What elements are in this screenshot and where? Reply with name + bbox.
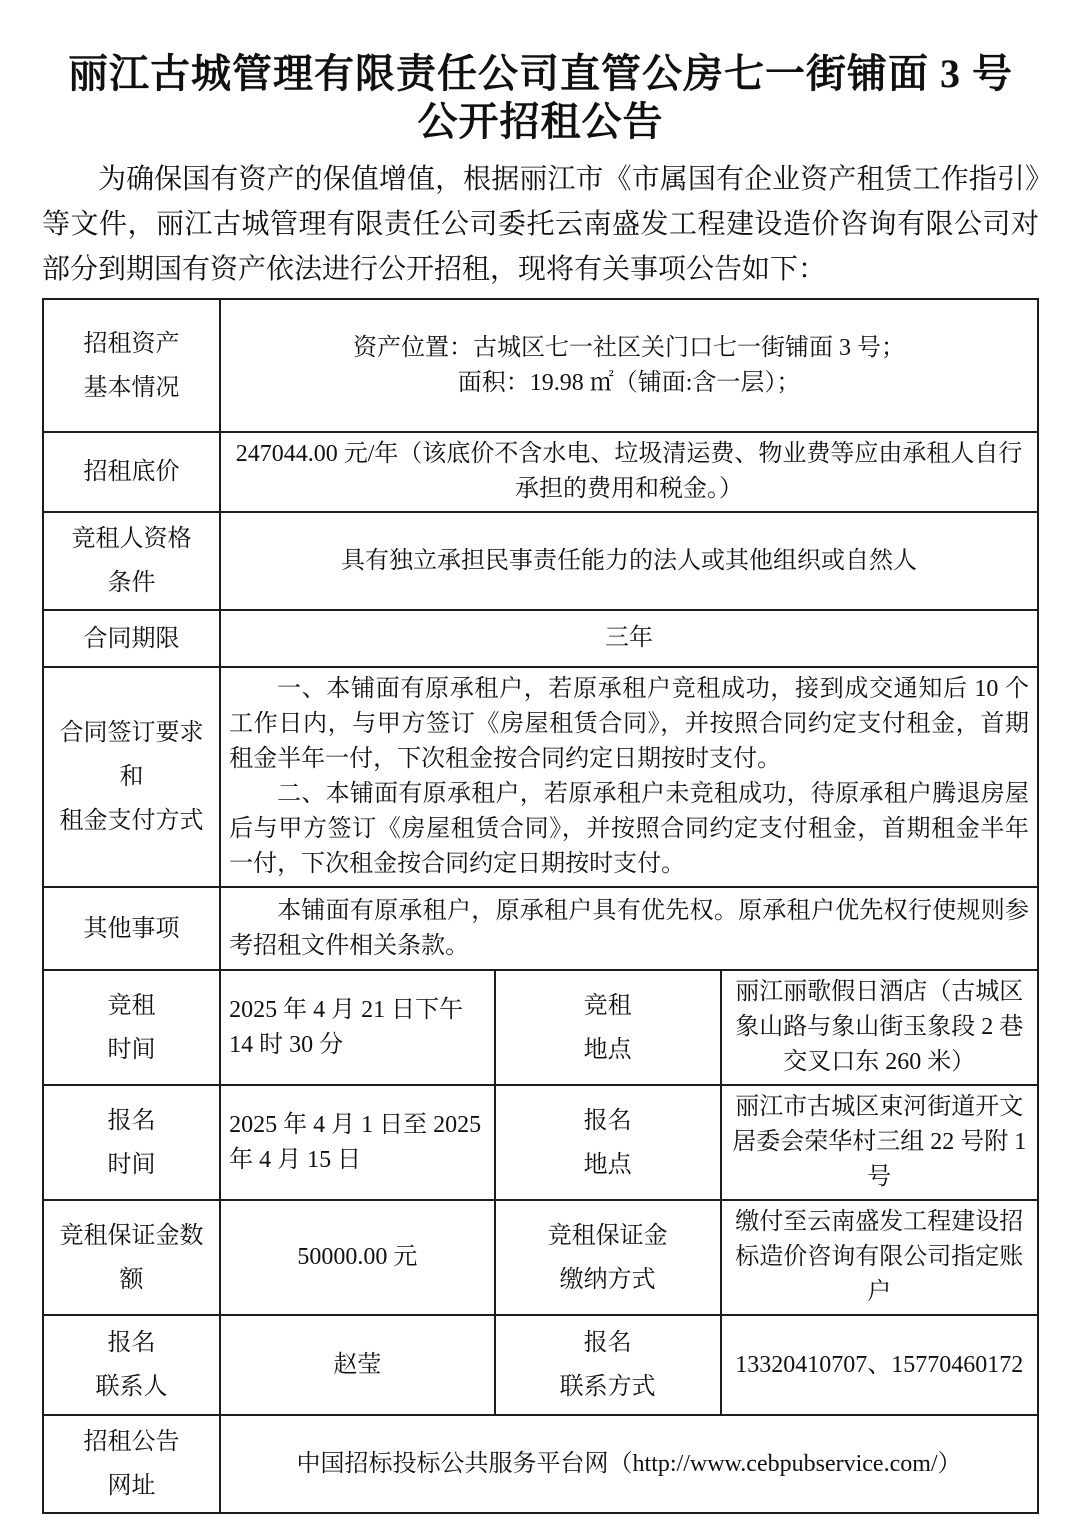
signing-label-line1: 合同签订要求和 — [59, 720, 204, 791]
deposit-pay-value-cell: 缴付至云南盛发工程建设招标造价咨询有限公司指定账户 — [721, 1200, 1038, 1315]
reg-time-label-line1: 报名 — [107, 1107, 156, 1134]
deposit-pay-label-cell — [495, 1200, 721, 1315]
reg-time-value-cell: 2025 年 4 月 1 日至 2025 年 4 月 15 日 — [220, 1085, 495, 1200]
row-bid-time-place — [43, 970, 1038, 1085]
row-base-price — [43, 432, 1038, 512]
notice-url-label-cell — [43, 1415, 220, 1513]
contact-label-cell — [43, 1315, 220, 1415]
term-label-cell — [43, 610, 220, 667]
signing-label-line2: 租金支付方式 — [59, 808, 204, 835]
contact-label-line2: 联系人 — [95, 1374, 168, 1401]
bid-place-value-cell: 丽江丽歌假日酒店（古城区象山路与象山街玉象段 2 巷交叉口东 260 米） — [721, 970, 1038, 1085]
bid-time-label-cell — [43, 970, 220, 1085]
row-notice-url — [43, 1415, 1038, 1513]
term-value-cell: 三年 — [220, 610, 1038, 667]
row-signing — [43, 667, 1038, 887]
signing-value-cell — [220, 667, 1038, 887]
contact-phone-label-cell — [495, 1315, 721, 1415]
asset-value-cell — [220, 299, 1038, 432]
deposit-pay-label-line2: 缴纳方式 — [559, 1266, 656, 1293]
asset-label-cell — [43, 299, 220, 432]
signing-paragraph-2: 二、本铺面有原承租户，若原承租户未竞租成功，待原承租户腾退房屋后与甲方签订《房屋租赁合同》，并按照合同约定支付租金，首期租金半年一付，下次租金按合同约定日期按时支付。 — [229, 781, 1029, 878]
bid-time-label-line1: 竞租 — [107, 992, 156, 1019]
deposit-value-cell: 50000.00 元 — [220, 1200, 495, 1315]
row-term — [43, 610, 1038, 667]
asset-label-line1: 招租资产 — [83, 330, 180, 357]
term-label: 合同期限 — [83, 625, 180, 652]
notice-url-label-line2: 网址 — [107, 1473, 156, 1500]
qualification-label-line1: 竞租人资格 — [71, 526, 192, 553]
page-title-line2: 公开招租公告 — [417, 99, 664, 144]
bid-place-label-cell — [495, 970, 721, 1085]
bid-time-label-line2: 时间 — [107, 1036, 156, 1063]
base-price-label: 招租底价 — [83, 459, 180, 486]
bid-place-label-line2: 地点 — [583, 1036, 632, 1063]
page-title — [42, 50, 1039, 146]
reg-time-label-line2: 时间 — [107, 1151, 156, 1178]
page-title-line1: 丽江古城管理有限责任公司直管公房七一街铺面 3 号 — [68, 51, 1013, 96]
bid-place-label-line1: 竞租 — [583, 992, 632, 1019]
other-value-cell — [220, 887, 1038, 970]
row-deposit — [43, 1200, 1038, 1315]
signing-paragraph-1: 一、本铺面有原承租户，若原承租户竞租成功，接到成交通知后 10 个工作日内，与甲方签订《房屋租赁合同》，并按照合同约定支付租金，首期租金半年一付，下次租金按合同约定日期按时支付。 — [229, 676, 1029, 773]
base-price-value-cell: 247044.00 元/年（该底价不含水电、垃圾清运费、物业费等应由承租人自行承担的费用和税金。） — [220, 432, 1038, 512]
row-other — [43, 887, 1038, 970]
other-paragraph: 本铺面有原承租户，原承租户具有优先权。原承租户优先权行使规则参考招租文件相关条款。 — [229, 897, 1029, 959]
reg-place-value-cell: 丽江市古城区束河街道开文居委会荣华村三组 22 号附 1 号 — [721, 1085, 1038, 1200]
intro-paragraph: 为确保国有资产的保值增值，根据丽江市《市属国有企业资产租赁工作指引》等文件，丽江古城管理有限责任公司委托云南盛发工程建设造价咨询有限公司对部分到期国有资产依法进行公开招租，现将有关事项公告如下： — [42, 164, 1039, 285]
qualification-label-cell — [43, 512, 220, 610]
row-asset — [43, 299, 1038, 432]
reg-time-label-cell — [43, 1085, 220, 1200]
contact-phone-value-cell: 13320410707、15770460172 — [721, 1315, 1038, 1415]
announcement-table — [42, 298, 1039, 1514]
bid-time-value-cell: 2025 年 4 月 21 日下午 14 时 30 分 — [220, 970, 495, 1085]
reg-place-label-line1: 报名 — [583, 1107, 632, 1134]
deposit-label-cell — [43, 1200, 220, 1315]
contact-phone-label-line1: 报名 — [583, 1330, 632, 1357]
qualification-value-cell: 具有独立承担民事责任能力的法人或其他组织或自然人 — [220, 512, 1038, 610]
asset-area-line: 面积：19.98 ㎡（铺面:含一层）； — [457, 369, 801, 396]
deposit-pay-label-line1: 竞租保证金 — [547, 1222, 668, 1249]
signing-label-cell — [43, 667, 220, 887]
reg-place-label-cell — [495, 1085, 721, 1200]
deposit-label: 竞租保证金数额 — [59, 1222, 204, 1293]
reg-place-label-line2: 地点 — [583, 1151, 632, 1178]
row-qualification — [43, 512, 1038, 610]
other-label: 其他事项 — [83, 915, 180, 942]
notice-url-value-cell: 中国招标投标公共服务平台网（http://www.cebpubservice.com/） — [220, 1415, 1038, 1513]
qualification-label-line2: 条件 — [107, 570, 156, 597]
row-contact — [43, 1315, 1038, 1415]
asset-location-line: 资产位置：古城区七一社区关门口七一街铺面 3 号； — [353, 334, 906, 361]
contact-value-cell: 赵莹 — [220, 1315, 495, 1415]
row-reg-time-place — [43, 1085, 1038, 1200]
contact-label-line1: 报名 — [107, 1330, 156, 1357]
base-price-label-cell — [43, 432, 220, 512]
asset-label-line2: 基本情况 — [83, 374, 180, 401]
notice-url-label-line1: 招租公告 — [83, 1429, 180, 1456]
contact-phone-label-line2: 联系方式 — [559, 1374, 656, 1401]
other-label-cell — [43, 887, 220, 970]
